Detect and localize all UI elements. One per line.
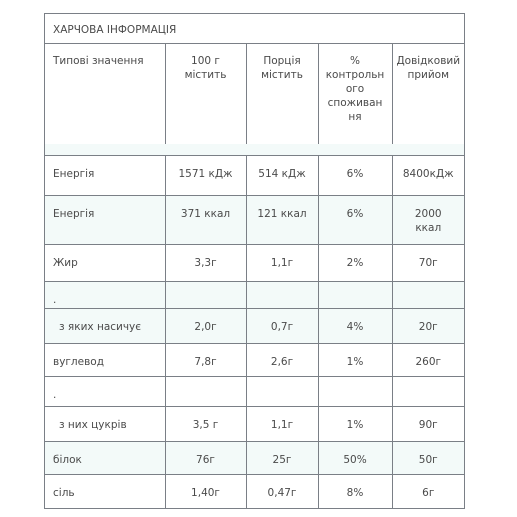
row-reference bbox=[392, 376, 464, 406]
header-typical-values: Типові значення bbox=[45, 43, 165, 144]
nutrition-values-table bbox=[45, 156, 464, 508]
row-reference: 8400кДж bbox=[392, 156, 464, 195]
row-reference: 260г bbox=[392, 343, 464, 376]
row-portion: 1,1г bbox=[246, 406, 318, 441]
row-portion: 1,1г bbox=[246, 244, 318, 281]
nutrition-values-panel bbox=[44, 155, 465, 509]
row-per100: 2,0г bbox=[165, 308, 246, 343]
row-percent: 4% bbox=[318, 308, 392, 343]
row-percent: 1% bbox=[318, 406, 392, 441]
row-per100: 371 ккал bbox=[165, 195, 246, 244]
row-portion: 121 ккал bbox=[246, 195, 318, 244]
nutrition-header-panel bbox=[44, 13, 465, 145]
row-percent: 50% bbox=[318, 441, 392, 474]
row-label: Енергія bbox=[45, 195, 165, 244]
row-per100: 3,5 г bbox=[165, 406, 246, 441]
row-per100 bbox=[165, 376, 246, 406]
row-label: . bbox=[45, 281, 165, 308]
row-percent: 1% bbox=[318, 343, 392, 376]
row-per100: 76г bbox=[165, 441, 246, 474]
header-percent-ri: % контрольн ого споживан ня bbox=[318, 43, 392, 144]
row-percent bbox=[318, 281, 392, 308]
row-portion: 0,7г bbox=[246, 308, 318, 343]
row-percent: 6% bbox=[318, 195, 392, 244]
nutrition-title: ХАРЧОВА ІНФОРМАЦІЯ bbox=[45, 14, 464, 43]
row-label: білок bbox=[45, 441, 165, 474]
row-label: з яких насичує bbox=[45, 308, 165, 343]
row-label: сіль bbox=[45, 474, 165, 508]
header-reference-intake: Довідковий прийом bbox=[392, 43, 464, 144]
row-portion bbox=[246, 281, 318, 308]
row-reference: 90г bbox=[392, 406, 464, 441]
row-portion: 0,47г bbox=[246, 474, 318, 508]
row-per100: 3,3г bbox=[165, 244, 246, 281]
row-per100 bbox=[165, 281, 246, 308]
row-reference: 20г bbox=[392, 308, 464, 343]
row-per100: 1571 кДж bbox=[165, 156, 246, 195]
row-portion: 25г bbox=[246, 441, 318, 474]
row-label: з них цукрів bbox=[45, 406, 165, 441]
header-per-portion: Порція містить bbox=[246, 43, 318, 144]
row-portion: 514 кДж bbox=[246, 156, 318, 195]
row-label: . bbox=[45, 376, 165, 406]
row-per100: 7,8г bbox=[165, 343, 246, 376]
row-percent: 2% bbox=[318, 244, 392, 281]
row-reference bbox=[392, 281, 464, 308]
row-portion: 2,6г bbox=[246, 343, 318, 376]
header-per-100g: 100 г містить bbox=[165, 43, 246, 144]
row-reference: 70г bbox=[392, 244, 464, 281]
row-percent: 8% bbox=[318, 474, 392, 508]
row-percent bbox=[318, 376, 392, 406]
row-per100: 1,40г bbox=[165, 474, 246, 508]
row-portion bbox=[246, 376, 318, 406]
row-reference: 6г bbox=[392, 474, 464, 508]
row-percent: 6% bbox=[318, 156, 392, 195]
row-label: вуглевод bbox=[45, 343, 165, 376]
row-reference: 2000 ккал bbox=[392, 195, 464, 244]
row-reference: 50г bbox=[392, 441, 464, 474]
nutrition-header-table bbox=[45, 14, 464, 144]
row-label: Жир bbox=[45, 244, 165, 281]
row-label: Енергія bbox=[45, 156, 165, 195]
